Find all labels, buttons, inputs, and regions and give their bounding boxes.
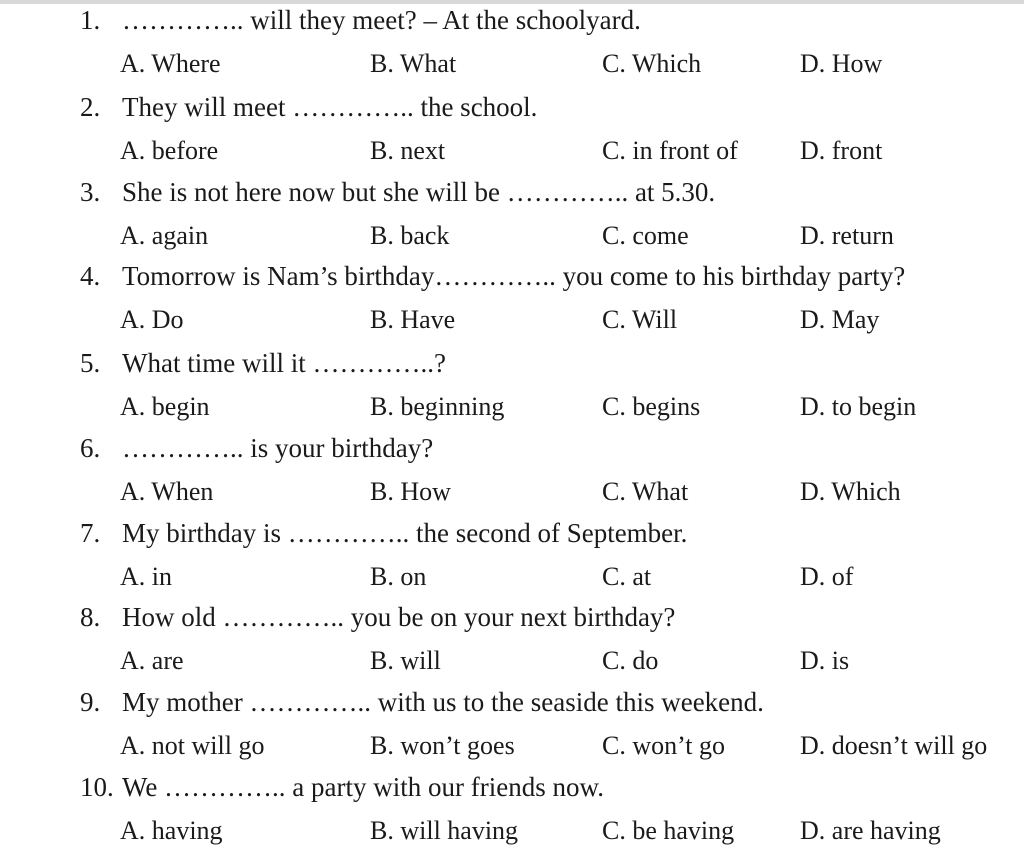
option-a[interactable]: A. Do: [120, 305, 184, 334]
question-stem: [80, 428, 433, 468]
question-stem: [80, 343, 446, 383]
question-2: [0, 87, 1024, 171]
question-number: 7.: [80, 518, 101, 548]
question-text: We ………….. a party with our friends now.: [122, 772, 604, 802]
option-c[interactable]: C. come: [602, 221, 689, 250]
question-stem: [80, 682, 764, 722]
question-text: Tomorrow is Nam’s birthday………….. you come to his birthday party?: [122, 261, 906, 291]
option-d[interactable]: D. of: [800, 562, 854, 591]
options-row: [0, 216, 1024, 256]
question-number: 8.: [80, 602, 101, 632]
option-d[interactable]: D. is: [800, 646, 850, 675]
option-a[interactable]: A. having: [120, 816, 223, 845]
option-b[interactable]: B. will: [370, 646, 441, 675]
option-c[interactable]: C. at: [602, 562, 652, 591]
option-b[interactable]: B. What: [370, 49, 457, 78]
option-b[interactable]: B. won’t goes: [370, 731, 515, 760]
options-row: [0, 300, 1024, 340]
option-c[interactable]: C. Which: [602, 49, 702, 78]
option-a[interactable]: A. are: [120, 646, 184, 675]
options-row: [0, 44, 1024, 84]
question-number: 3.: [80, 177, 101, 207]
option-d[interactable]: D. return: [800, 221, 894, 250]
question-5: [0, 343, 1024, 427]
question-text: ………….. will they meet? – At the schoolyard.: [122, 5, 641, 35]
options-row: [0, 641, 1024, 681]
options-row: [0, 472, 1024, 512]
option-d[interactable]: D. Which: [800, 477, 901, 506]
option-b[interactable]: B. will having: [370, 816, 519, 845]
question-stem: [80, 256, 905, 296]
option-a[interactable]: A. before: [120, 136, 219, 165]
option-d[interactable]: D. May: [800, 305, 880, 334]
option-d[interactable]: D. How: [800, 49, 883, 78]
question-8: [0, 597, 1024, 681]
option-d[interactable]: D. are having: [800, 816, 941, 845]
option-b[interactable]: B. next: [370, 136, 446, 165]
option-b[interactable]: B. back: [370, 221, 450, 250]
question-text: She is not here now but she will be ………….. at 5.30.: [122, 177, 716, 207]
option-c[interactable]: C. won’t go: [602, 731, 726, 760]
question-9: [0, 682, 1024, 766]
options-row: [0, 726, 1024, 766]
question-text: ………….. is your birthday?: [122, 433, 434, 463]
option-c[interactable]: C. Will: [602, 305, 678, 334]
question-10: [0, 767, 1024, 851]
option-a[interactable]: A. in: [120, 562, 172, 591]
question-number: 1.: [80, 5, 101, 35]
question-text: What time will it …………..?: [122, 348, 446, 378]
question-number: 9.: [80, 687, 101, 717]
question-stem: [80, 87, 537, 127]
option-c[interactable]: C. in front of: [602, 136, 738, 165]
question-6: [0, 428, 1024, 512]
option-a[interactable]: A. not will go: [120, 731, 265, 760]
options-row: [0, 557, 1024, 597]
option-a[interactable]: A. begin: [120, 392, 210, 421]
option-c[interactable]: C. What: [602, 477, 689, 506]
option-b[interactable]: B. How: [370, 477, 451, 506]
option-a[interactable]: A. Where: [120, 49, 221, 78]
option-c[interactable]: C. begins: [602, 392, 701, 421]
question-3: [0, 172, 1024, 256]
question-stem: [80, 513, 687, 553]
option-d[interactable]: D. front: [800, 136, 883, 165]
option-c[interactable]: C. do: [602, 646, 659, 675]
question-text: My mother ………….. with us to the seaside this weekend.: [122, 687, 764, 717]
option-c[interactable]: C. be having: [602, 816, 735, 845]
option-a[interactable]: A. again: [120, 221, 209, 250]
option-b[interactable]: B. Have: [370, 305, 456, 334]
question-stem: [80, 172, 715, 212]
option-d[interactable]: D. to begin: [800, 392, 917, 421]
options-row: [0, 811, 1024, 851]
question-7: [0, 513, 1024, 597]
question-1: [0, 0, 1024, 84]
question-stem: [80, 767, 604, 807]
question-text: How old ………….. you be on your next birthday?: [122, 602, 676, 632]
question-text: They will meet ………….. the school.: [122, 92, 538, 122]
question-stem: [80, 0, 641, 40]
option-d[interactable]: D. doesn’t will go: [800, 731, 988, 760]
question-stem: [80, 597, 675, 637]
options-row: [0, 131, 1024, 171]
option-b[interactable]: B. on: [370, 562, 427, 591]
option-b[interactable]: B. beginning: [370, 392, 505, 421]
option-a[interactable]: A. When: [120, 477, 214, 506]
question-4: [0, 256, 1024, 340]
question-text: My birthday is ………….. the second of September.: [122, 518, 688, 548]
question-number: 5.: [80, 348, 101, 378]
question-number: 2.: [80, 92, 101, 122]
question-number: 10.: [80, 772, 114, 802]
options-row: [0, 387, 1024, 427]
question-number: 6.: [80, 433, 101, 463]
question-number: 4.: [80, 261, 101, 291]
